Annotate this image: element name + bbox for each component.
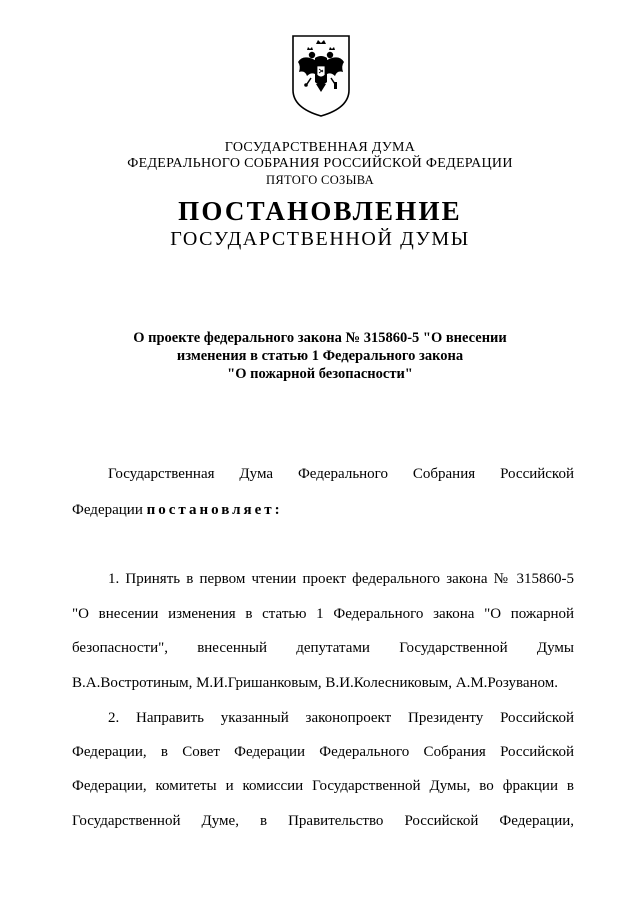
item-2-line-2: Федерации, в Совет Федерации Федерального Собрания Российской xyxy=(72,744,574,760)
preamble-prefix: Федерации xyxy=(72,502,147,518)
preamble-line-1: Государственная Дума Федерального Собрания Российской xyxy=(108,466,574,482)
header-convocation: ПЯТОГО СОЗЫВА xyxy=(266,173,374,187)
document-issuer-title: ГОСУДАРСТВЕННОЙ ДУМЫ xyxy=(170,228,470,250)
subject-line-2: изменения в статью 1 Федерального закона xyxy=(176,348,464,364)
item-2-line-4: Государственной Думе, в Правительство Российской Федерации, xyxy=(72,813,574,829)
item-1-line-4: В.А.Востротиным, М.И.Гришанковым, В.И.Колесниковым, А.М.Розуваном. xyxy=(72,675,559,691)
item-1-line-2: "О внесении изменения в статью 1 Федерального закона "О пожарной xyxy=(72,606,574,622)
header-federal-assembly: ФЕДЕРАЛЬНОГО СОБРАНИЯ РОССИЙСКОЙ ФЕДЕРАЦИИ xyxy=(127,156,513,171)
subject-line-1: О проекте федерального закона № 315860-5 "О внесении xyxy=(133,330,507,346)
subject-line-3: "О пожарной безопасности" xyxy=(227,366,413,382)
document-type-title: ПОСТАНОВЛЕНИЕ xyxy=(178,196,462,226)
coat-of-arms-emblem xyxy=(289,32,353,118)
item-1-line-1: 1. Принять в первом чтении проект федерального закона № 315860-5 xyxy=(108,571,574,587)
item-2-line-3: Федерации, комитеты и комиссии Государственной Думы, во фракции в xyxy=(72,778,574,794)
preamble-line-2 xyxy=(72,500,574,520)
item-2-line-1: 2. Направить указанный законопроект Президенту Российской xyxy=(108,710,574,726)
item-1-line-3: безопасности", внесенный депутатами Государственной Думы xyxy=(72,640,574,656)
header-duma: ГОСУДАРСТВЕННАЯ ДУМА xyxy=(224,140,416,155)
resolves-word: постановляет: xyxy=(146,502,283,518)
